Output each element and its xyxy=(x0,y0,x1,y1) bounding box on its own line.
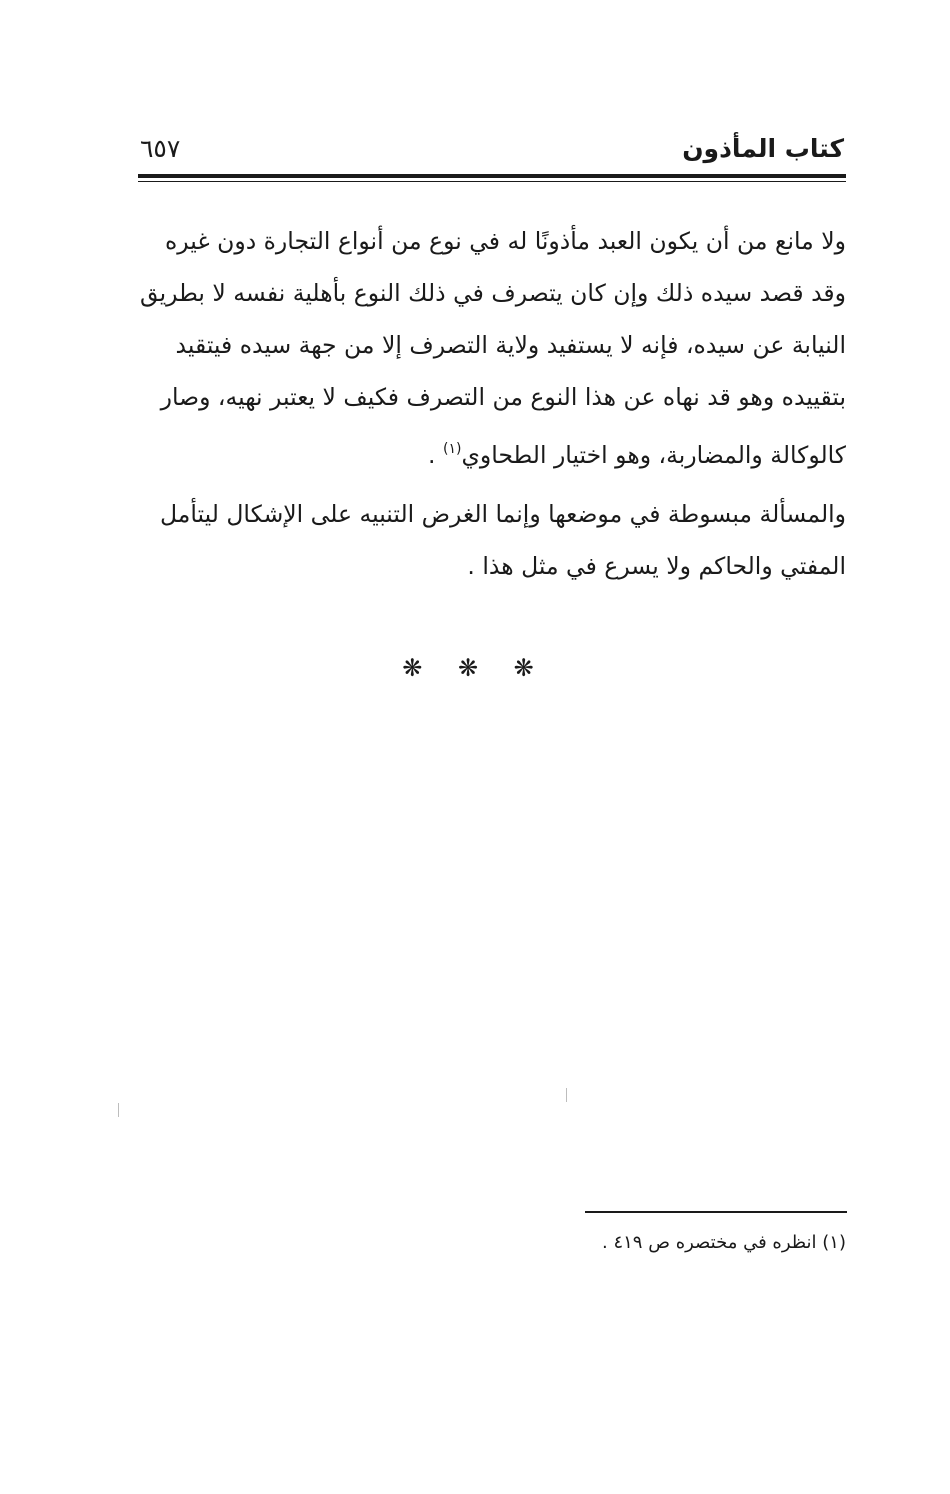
scan-speck xyxy=(566,1088,567,1102)
paragraph-1-line-5 xyxy=(138,423,846,475)
section-ornament: ❋ ❋ ❋ xyxy=(402,654,548,682)
paragraph-gap xyxy=(138,475,846,488)
footnote-separator xyxy=(585,1211,847,1213)
paragraph-1-line-5-text: كالوكالة والمضاربة، وهو اختيار الطحاوي xyxy=(461,441,846,469)
paragraph-2-line-2: المفتي والحاكم ولا يسرع في مثل هذا . xyxy=(467,552,846,580)
paragraph-1-line-4: بتقييده وهو قد نهاه عن هذا النوع من التصرف فكيف لا يعتبر نهيه، وصار xyxy=(160,383,846,411)
scan-speck xyxy=(118,1103,119,1117)
page-number: ٦٥٧ xyxy=(140,134,181,163)
paragraph-2-line-1: والمسألة مبسوطة في موضعها وإنما الغرض التنبيه على الإشكال ليتأمل xyxy=(160,500,846,528)
main-text xyxy=(138,215,846,592)
footnote-1: (١) انظره في مختصره ص ٤١٩ . xyxy=(602,1232,846,1253)
header-rule-thin xyxy=(138,181,846,182)
paragraph-1-line-1: ولا مانع من أن يكون العبد مأذونًا له في نوع من أنواع التجارة دون غيره xyxy=(164,227,846,255)
footnote-reference[interactable]: (١) xyxy=(442,441,462,457)
paragraph-1-line-3: النيابة عن سيده، فإنه لا يستفيد ولاية التصرف إلا من جهة سيده فيتقيد xyxy=(175,331,846,359)
running-title: كتاب المأذون xyxy=(682,134,844,163)
header-rule-thick xyxy=(138,174,846,178)
paragraph-1-line-2: وقد قصد سيده ذلك وإن كان يتصرف في ذلك النوع بأهلية نفسه لا بطريق xyxy=(140,279,846,307)
paragraph-1-line-5-end: . xyxy=(428,441,443,469)
